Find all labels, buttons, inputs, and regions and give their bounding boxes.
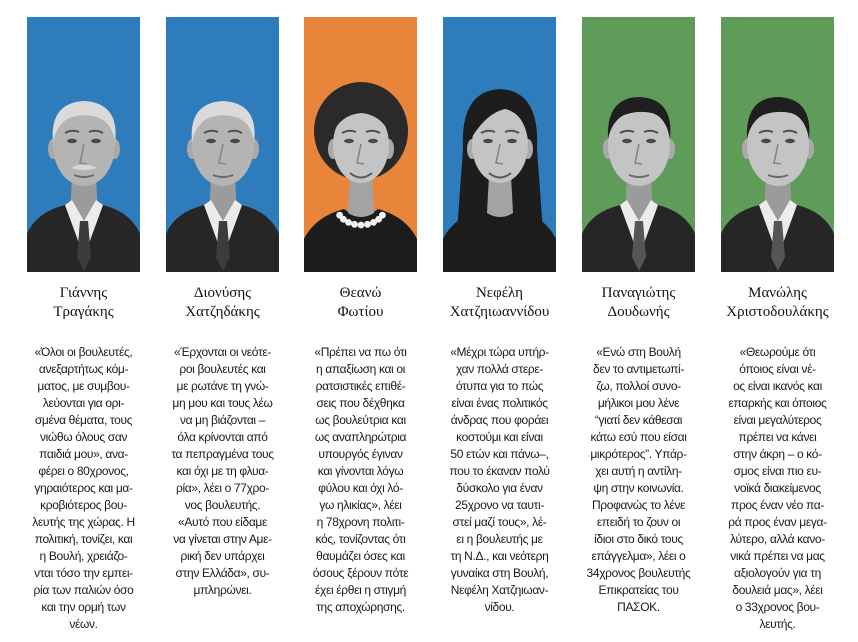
necklace-pearl — [364, 221, 371, 228]
quote-line: είναι ένας πολιτικός — [451, 396, 548, 410]
quote-line: δεν το αντιμετωπί- — [593, 362, 684, 376]
portrait-photo — [721, 17, 834, 272]
quote-line: νικά πρέπει να μας — [730, 549, 825, 563]
quote-line: υπουργός έγιναν — [318, 447, 403, 461]
mp-name — [425, 284, 575, 322]
quote-line: νοϊκά διακείμενος — [734, 481, 821, 495]
quote-line: δύσκολο για έναν — [456, 481, 543, 495]
quote-line: νος βουλευτής. — [184, 498, 261, 512]
quote-line: κός, τονίζοντας ότι — [315, 532, 406, 546]
quote-line: «Όλοι οι βουλευτές, — [34, 345, 133, 359]
quote-line: νίδου. — [484, 600, 515, 614]
quote-line: νιώθω όλους σαν — [39, 430, 128, 444]
portrait-silhouette — [582, 17, 695, 272]
quote-line: ρία των παλιών όσο — [33, 583, 134, 597]
quote-line: και την ορμή των — [41, 600, 126, 614]
quote-line: σμος είναι πιο ευ- — [733, 464, 822, 478]
eye — [368, 139, 378, 143]
quote-line: ρία», λέει ο 77χρο- — [176, 481, 269, 495]
quote-line: η Βουλή, χρειάζο- — [39, 549, 128, 563]
last-name: Χατζηδάκης — [185, 304, 260, 320]
quote-line: τα πεπραγμένα τους — [171, 447, 274, 461]
quote-line: αξιολογούν για τη — [734, 566, 821, 580]
quote-line: επάγγελμα», λέει ο — [591, 549, 686, 563]
eye — [622, 139, 632, 143]
quote-line: κάτω εσύ που είσαι — [590, 430, 687, 444]
quote-line: Προφανώς το λένε — [591, 498, 686, 512]
quote-line: παιδιά μου», ανα- — [39, 447, 128, 461]
first-name: Γιάννης — [59, 285, 108, 301]
quote-line: 25χρονο να ταυτι- — [455, 498, 544, 512]
quote-line: όποιος είναι νέ- — [739, 362, 816, 376]
quote-line: προς έναν νέο πα- — [731, 498, 824, 512]
quote-line: στην άκρη – ο κό- — [733, 447, 822, 461]
quote-line: σμένα θέματα, τους — [34, 413, 133, 427]
first-name: Παναγιώτης — [601, 285, 676, 301]
quote-line: ως αναπληρώτρια — [314, 430, 407, 444]
portrait-photo — [304, 17, 417, 272]
quote-line: λευτής. — [759, 617, 796, 631]
profile-column — [27, 17, 140, 637]
quote-line: πολιτική, τονίζει, και — [34, 532, 133, 546]
last-name: Δουδωνής — [607, 304, 670, 320]
quote-line: 34χρονος βουλευτής — [586, 566, 691, 580]
quote-line: ματος, με συμβου- — [37, 379, 130, 393]
quote-line: ως βουλεύτρια και — [315, 413, 406, 427]
mp-name — [9, 284, 159, 322]
last-name: Φωτίου — [337, 304, 384, 320]
eye — [230, 139, 240, 143]
quote-text — [148, 344, 298, 599]
eye — [507, 139, 517, 143]
mp-name — [148, 284, 298, 322]
eye — [206, 139, 216, 143]
quote-text — [286, 344, 436, 616]
last-name: Τραγάκης — [53, 304, 114, 320]
portrait-silhouette — [166, 17, 279, 272]
quote-line: μη μου και τους λέω — [172, 396, 273, 410]
quote-line: «Θεωρούμε ότι — [739, 345, 816, 359]
quote-line: γω ηλικίας», λέει — [319, 498, 402, 512]
quote-line: νέων. — [69, 617, 98, 631]
quote-line: κροβιότερος βου- — [40, 498, 127, 512]
quote-line: ο 33χρονος βου- — [735, 600, 820, 614]
quote-line: η 78χρονη πολιτι- — [316, 515, 405, 529]
quote-text — [9, 344, 159, 633]
quote-line: της αποχώρησης. — [316, 600, 405, 614]
quote-line: μπληρώνει. — [193, 583, 252, 597]
necklace-pearl — [358, 222, 365, 229]
quote-line: «Έρχονται οι νεότε- — [173, 345, 272, 359]
quote-line: να γίνεται στην Αμε- — [173, 532, 272, 546]
quote-line: τη Ν.Δ., και νεότερη — [450, 549, 549, 563]
quote-line: γυναίκα στη Βουλή, — [450, 566, 549, 580]
profile-column — [721, 17, 834, 637]
quote-text — [703, 344, 853, 633]
quote-line: 50 ετών και πάνω–, — [450, 447, 549, 461]
eye — [646, 139, 656, 143]
eye — [785, 139, 795, 143]
quote-line: επαρκής και όποιος — [728, 396, 827, 410]
quote-line: ρατσιστικές επιθέ- — [315, 379, 406, 393]
quote-line: ίδιοι στο δικό τους — [594, 532, 683, 546]
quote-line: λεύονται για ορι- — [42, 396, 125, 410]
quote-line: μικρότερος”. Υπάρ- — [590, 447, 687, 461]
quote-line: «Αυτό που είδαμε — [178, 515, 267, 529]
quote-line: ρά προς έναν μεγα- — [728, 515, 827, 529]
quote-line: κοστούμι και είναι — [456, 430, 543, 444]
portrait-photo — [27, 17, 140, 272]
quote-line: με ρωτάνε τη γνώ- — [176, 379, 269, 393]
quote-line: ψη στην κοινωνία. — [593, 481, 684, 495]
profile-column — [443, 17, 556, 637]
first-name: Νεφέλη — [475, 285, 524, 301]
quote-line: πρέπει να κάνει — [738, 430, 817, 444]
quote-line: θαυμάζει όσες και — [316, 549, 405, 563]
quote-line: όσους ξέρουν πότε — [312, 566, 409, 580]
quote-line: λύτερο, αλλά κανο- — [730, 532, 825, 546]
quote-line: ΠΑΣΟΚ. — [617, 600, 660, 614]
last-name: Χατζηιωαννίδου — [449, 304, 550, 320]
first-name: Θεανώ — [339, 285, 382, 301]
quote-line: «Μέχρι τώρα υπήρ- — [450, 345, 549, 359]
profile-column — [304, 17, 417, 637]
portrait-silhouette — [304, 17, 417, 272]
quote-line: «Ενώ στη Βουλή — [596, 345, 681, 359]
quote-line: χει αυτή η αντίλη- — [595, 464, 682, 478]
portrait-silhouette — [721, 17, 834, 272]
quote-line: ρική δεν υπάρχει — [180, 549, 265, 563]
quote-line: νται τόσο την εμπει- — [34, 566, 133, 580]
portrait-photo — [582, 17, 695, 272]
eye — [67, 139, 77, 143]
quote-line: να μη βιάζονται – — [179, 413, 266, 427]
eye — [483, 139, 493, 143]
quote-line: χαν πολλά στερε- — [456, 362, 543, 376]
quote-line: δουλειά μας», λέει — [732, 583, 823, 597]
quote-line: φύλου και όχι λό- — [318, 481, 403, 495]
portrait-silhouette — [443, 17, 556, 272]
quote-line: όλα κρίνονται από — [177, 430, 268, 444]
quote-line: «Πρέπει να πω ότι — [314, 345, 407, 359]
quote-line: ροι βουλευτές και — [179, 362, 266, 376]
quote-line: η απαξίωση και οι — [316, 362, 405, 376]
quote-line: ζω, πολλοί συνο- — [596, 379, 681, 393]
quote-line: Επικρατείας του — [598, 583, 679, 597]
portrait-silhouette — [27, 17, 140, 272]
quote-line: Νεφέλη Χατζηιωαν- — [450, 583, 549, 597]
quote-line: στην Ελλάδα», συ- — [175, 566, 270, 580]
profile-column — [582, 17, 695, 637]
portrait-photo — [166, 17, 279, 272]
quote-line: γηραιότερος και μα- — [34, 481, 133, 495]
quote-line: που το έκαναν πολύ — [449, 464, 550, 478]
quote-line: και γίνονται λόγω — [317, 464, 404, 478]
profile-column — [166, 17, 279, 637]
first-name: Διονύσης — [193, 285, 252, 301]
mp-name — [564, 284, 714, 322]
quote-line: λευτής της χώρας. Η — [32, 515, 135, 529]
last-name: Χριστοδουλάκης — [726, 304, 829, 320]
eye — [91, 139, 101, 143]
necklace-pearl — [345, 219, 352, 226]
quote-line: επειδή το ζουν οι — [596, 515, 681, 529]
quote-line: και όχι με τη φλυα- — [176, 464, 269, 478]
quote-text — [425, 344, 575, 616]
first-name: Μανώλης — [748, 285, 807, 301]
eye — [761, 139, 771, 143]
necklace-pearl — [379, 212, 386, 219]
quote-line: ει η βουλευτής με — [456, 532, 543, 546]
mp-name — [703, 284, 853, 322]
quote-line: στεί μαζί τους», λέ- — [452, 515, 547, 529]
quote-line: ανεξαρτήτως κόμ- — [38, 362, 129, 376]
quote-line: φέρει ο 80χρονος, — [38, 464, 129, 478]
quote-line: “γιατί δεν κάθεσαι — [594, 413, 683, 427]
quote-line: άνδρας που φοράει — [450, 413, 549, 427]
mp-name — [286, 284, 436, 322]
quote-line: μήλικοι μου λένε — [597, 396, 680, 410]
necklace-pearl — [351, 221, 358, 228]
quote-text — [564, 344, 714, 616]
quote-line: έχει έρθει η στιγμή — [315, 583, 406, 597]
quote-line: ότυπα για το πώς — [455, 379, 544, 393]
eye — [344, 139, 354, 143]
quote-line: είναι μεγαλύτερος — [733, 413, 822, 427]
quote-line: ος είναι ικανός και — [733, 379, 822, 393]
top-garment — [304, 209, 417, 272]
quote-line: σεις που δέχθηκα — [316, 396, 405, 410]
portrait-photo — [443, 17, 556, 272]
